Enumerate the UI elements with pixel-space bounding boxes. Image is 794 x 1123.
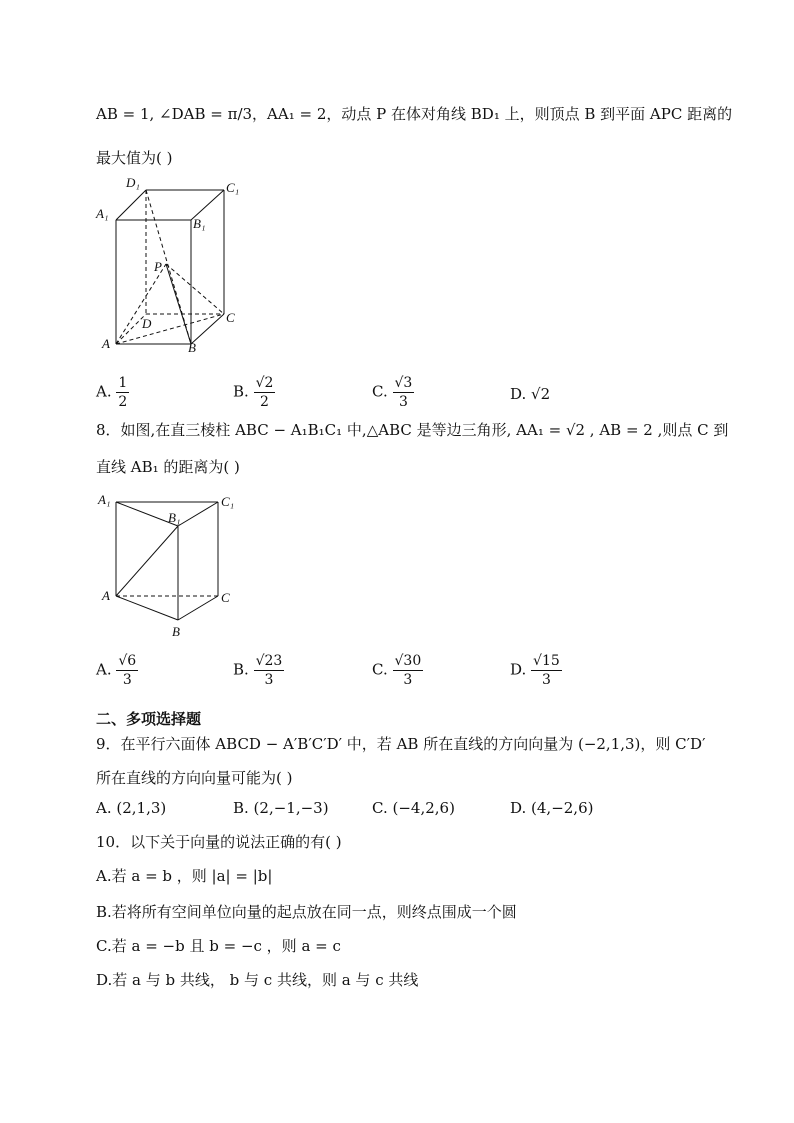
fraction <box>254 652 285 689</box>
label-a1: A₁ <box>98 492 111 507</box>
q8-prism-figure <box>90 486 250 642</box>
section-title: 二、多项选择题 <box>96 710 202 728</box>
q10-option-d: D.若 a 与 b 共线， b 与 c 共线，则 a 与 c 共线 <box>96 971 419 989</box>
numerator: √3 <box>394 375 413 391</box>
fraction <box>254 374 276 411</box>
q9-option-a: A. (2,1,3) <box>96 799 167 817</box>
label-b: B <box>172 624 180 639</box>
q8-option-d <box>510 652 562 689</box>
denominator: 3 <box>541 672 551 688</box>
fraction <box>116 374 129 411</box>
fraction <box>531 652 562 689</box>
numerator: √2 <box>255 375 274 391</box>
option-value: √2 <box>531 385 551 403</box>
q8-line1: 8．如图,在直三棱柱 ABC − A₁B₁C₁ 中,△ABC 是等边三角形, AA₁ = √2 , AB = 2 ,则点 C 到 <box>96 421 729 439</box>
denominator: 2 <box>260 394 269 410</box>
denominator: 3 <box>403 672 413 688</box>
fraction <box>393 374 415 411</box>
option-letter: B. <box>233 660 249 679</box>
q9-line1: 9．在平行六面体 ABCD − A′B′C′D′ 中，若 AB 所在直线的方向向量为 (−2,1,3)，则 C′D′ <box>96 735 706 753</box>
label-b1: B₁ <box>193 216 206 231</box>
q10-option-c: C.若 a = −b 且 b = −c ，则 a = c <box>96 937 341 955</box>
q8-option-a <box>96 652 138 689</box>
q7-option-c <box>372 374 414 411</box>
denominator: 3 <box>122 672 132 688</box>
label-b: B <box>188 340 196 355</box>
option-letter: D. <box>510 660 527 679</box>
option-letter: B. <box>233 382 249 401</box>
q9-option-d: D. (4,−2,6) <box>510 799 594 817</box>
option-letter: A. <box>96 382 112 401</box>
label-d: D <box>142 316 152 331</box>
q7-line2: 最大值为( ) <box>96 149 173 167</box>
option-letter: D. <box>510 385 527 403</box>
label-b1: B₁ <box>168 510 181 525</box>
numerator: √30 <box>394 653 422 669</box>
denominator: 3 <box>264 672 274 688</box>
q9-option-c: C. (−4,2,6) <box>372 799 455 817</box>
fraction <box>116 652 138 689</box>
q10-option-a: A.若 a = b ，则 |a| = |b| <box>96 867 273 885</box>
q8-option-b <box>233 652 284 689</box>
label-d1: D₁ <box>126 175 140 190</box>
q7-line1: AB = 1, ∠DAB = π/3，AA₁ = 2，动点 P 在体对角线 BD₁ 上，则顶点 B 到平面 APC 距离的 <box>96 105 733 123</box>
label-c: C <box>221 590 230 605</box>
denominator: 2 <box>118 394 128 410</box>
q9-option-b: B. (2,−1,−3) <box>233 799 329 817</box>
option-letter: C. <box>372 660 388 679</box>
option-letter: A. <box>96 660 112 679</box>
label-c1: C₁ <box>226 180 240 195</box>
denominator: 3 <box>398 394 408 410</box>
label-a: A <box>102 588 110 603</box>
label-p: P <box>154 259 162 274</box>
label-a1: A₁ <box>96 206 109 221</box>
label-a: A <box>102 336 110 351</box>
numerator: 1 <box>118 375 128 391</box>
fraction <box>393 652 424 689</box>
q10-option-b: B.若将所有空间单位向量的起点放在同一点，则终点围成一个圆 <box>96 903 517 921</box>
q7-option-b <box>233 374 275 411</box>
q8-line2: 直线 AB₁ 的距离为( ) <box>96 458 240 476</box>
q9-line2: 所在直线的方向向量可能为( ) <box>96 769 293 787</box>
q7-option-d <box>510 384 550 404</box>
q7-option-a <box>96 374 129 411</box>
numerator: √15 <box>533 653 560 669</box>
q10-line1: 10．以下关于向量的说法正确的有( ) <box>96 833 342 851</box>
label-c1: C₁ <box>221 494 235 509</box>
label-c: C <box>226 310 235 325</box>
option-letter: C. <box>372 382 388 401</box>
q7-prism-figure <box>90 172 250 362</box>
q8-option-c <box>372 652 423 689</box>
numerator: √23 <box>255 653 283 669</box>
numerator: √6 <box>118 653 137 669</box>
